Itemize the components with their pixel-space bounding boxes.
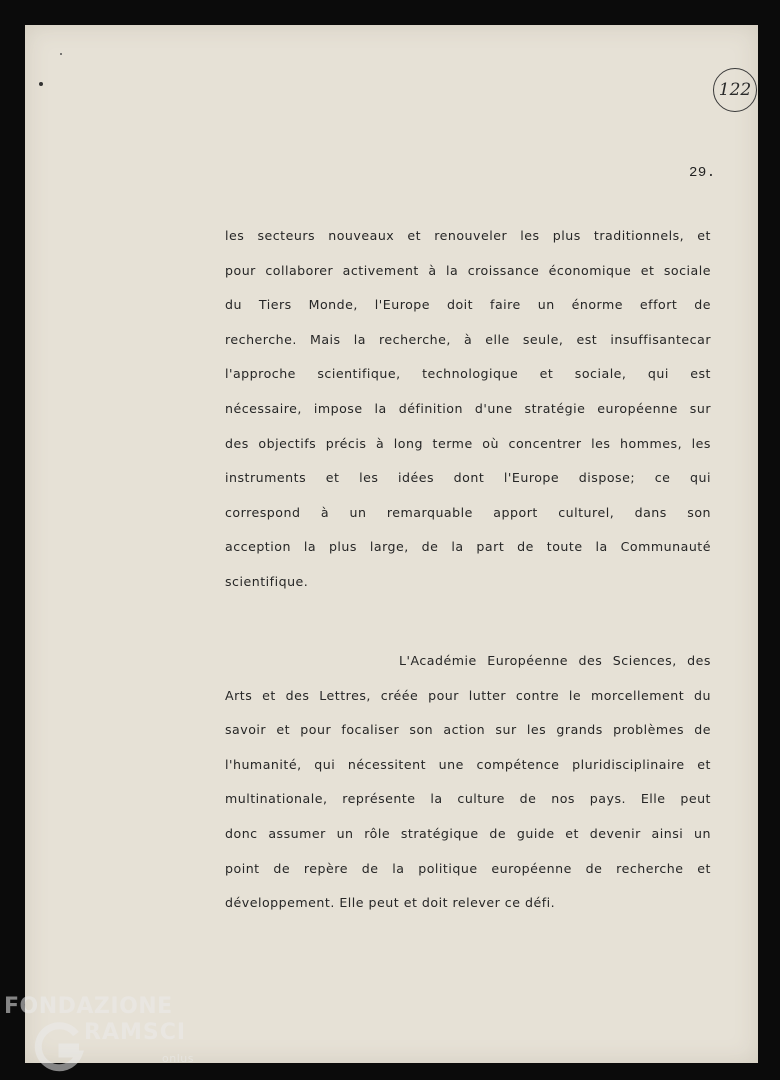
paragraph-1 <box>225 227 711 608</box>
gramsci-g-logo-icon <box>32 1020 86 1074</box>
text-line: pour collaborer activement à la croissance économique et sociale <box>225 262 711 278</box>
text-line: nécessaire, impose la définition d'une stratégie européenne sur <box>225 400 711 416</box>
text-line: l'approche scientifique, technologique et sociale, qui est <box>225 366 711 382</box>
document-page <box>25 25 758 1063</box>
text-line: des objectifs précis à long terme où concentrer les hommes, les <box>225 435 711 451</box>
page-number: 29. <box>689 165 716 181</box>
text-line: instruments et les idées dont l'Europe dispose; ce qui <box>225 470 711 486</box>
text-line: savoir et pour focaliser son action sur les grands problèmes de <box>225 722 711 738</box>
text-line: développement. Elle peut et doit relever ce défi. <box>225 895 556 911</box>
text-line: l'humanité, qui nécessitent une compétence pluridisciplinaire et <box>225 756 711 772</box>
paragraph-2 <box>225 652 711 929</box>
text-line: recherche. Mais la recherche, à elle seule, est insuffisantecar <box>225 331 711 347</box>
text-line: multinationale, représente la culture de nos pays. Elle peut <box>225 791 711 807</box>
archive-number: 122 <box>718 80 752 100</box>
text-line: Arts et des Lettres, créée pour lutter contre le morcellement du <box>225 687 711 703</box>
watermark-line2: RAMSCI <box>84 1020 187 1045</box>
text-line: du Tiers Monde, l'Europe doit faire un énorme effort de <box>225 297 711 313</box>
paper-speck <box>60 53 62 55</box>
paper-speck <box>39 82 43 86</box>
text-line: correspond à un remarquable apport culturel, dans son <box>225 504 711 520</box>
fondazione-gramsci-watermark <box>4 994 194 1080</box>
text-line: les secteurs nouveaux et renouveler les plus traditionnels, et <box>225 228 711 243</box>
watermark-line1: FONDAZIONE <box>4 994 173 1019</box>
text-line: L'Académie Européenne des Sciences, des <box>399 653 711 668</box>
text-line: donc assumer un rôle stratégique de guide et devenir ainsi un <box>225 825 711 841</box>
archive-number-stamp <box>713 68 757 112</box>
text-line: acception la plus large, de la part de toute la Communauté <box>225 539 711 555</box>
text-line: point de repère de la politique européenne de recherche et <box>225 860 711 876</box>
text-line: scientifique. <box>225 573 309 589</box>
watermark-suffix: onlus <box>162 1052 194 1065</box>
